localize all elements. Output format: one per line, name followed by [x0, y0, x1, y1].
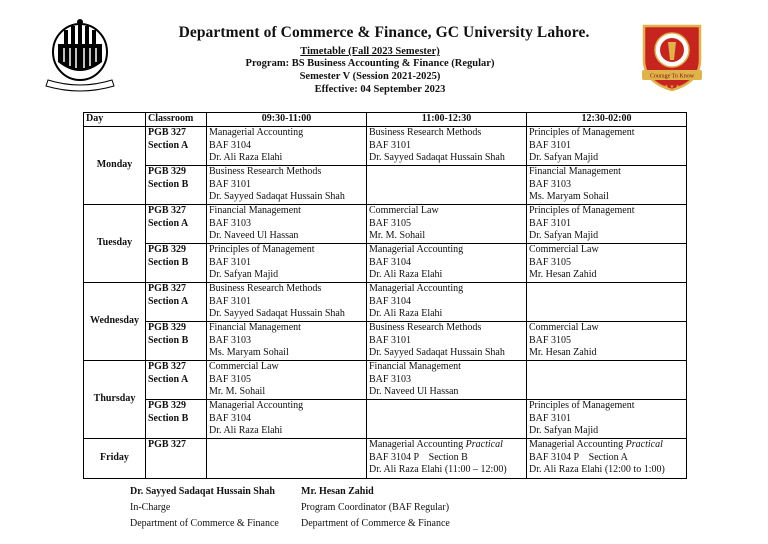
class-slot-cell: [367, 205, 527, 244]
course-code: BAF 3105: [209, 373, 251, 385]
course-code: BAF 3101: [369, 334, 411, 346]
teacher-name: Dr. Ali Raza Elahi: [369, 269, 443, 280]
course-code: BAF 3103: [209, 217, 251, 229]
course-code: BAF 3104: [209, 412, 251, 424]
svg-text:★ ★ ★: ★ ★ ★: [664, 85, 680, 90]
course-code: BAF 3103: [209, 334, 251, 346]
course-name: Commercial Law: [369, 205, 439, 216]
table-row: [84, 361, 687, 400]
class-slot-cell: [527, 244, 687, 283]
class-slot-cell: [367, 439, 527, 479]
teacher-name: Mr. Hesan Zahid: [529, 269, 597, 280]
room-number: PGB 327: [148, 205, 187, 216]
course-code: BAF 3104: [369, 295, 411, 307]
classroom-cell: [146, 205, 207, 244]
classroom-cell: [146, 127, 207, 166]
class-slot-cell: [367, 127, 527, 166]
signatory-role: In-Charge: [130, 502, 171, 513]
section-label: Section B: [148, 256, 189, 268]
course-name-line: [529, 439, 684, 452]
course-name: Financial Management: [529, 166, 621, 177]
course-name: Financial Management: [209, 205, 301, 216]
class-slot-cell: [207, 205, 367, 244]
course-name: Principles of Management: [529, 400, 635, 411]
course-code: BAF 3101: [529, 217, 571, 229]
section-label: Section A: [148, 373, 189, 385]
col-header-slot-2: 11:00-12:30: [367, 113, 527, 127]
teacher-name: Dr. Sayyed Sadaqat Hussain Shah: [369, 152, 505, 163]
table-row: [84, 166, 687, 205]
classroom-cell: [146, 244, 207, 283]
classroom-cell: [146, 361, 207, 400]
program-heading: Program: BS Business Accounting & Finance (Regular): [245, 58, 495, 69]
course-name: Commercial Law: [529, 322, 599, 333]
teacher-name: Dr. Naveed Ul Hassan: [209, 230, 299, 241]
teacher-name: Dr. Sayyed Sadaqat Hussain Shah: [369, 347, 505, 358]
section-label: Section B: [148, 334, 189, 346]
col-header-classroom: Classroom: [146, 113, 207, 127]
course-name: Managerial Accounting: [369, 439, 464, 450]
class-slot-cell: [367, 244, 527, 283]
room-number: PGB 327: [148, 361, 187, 372]
class-slot-cell: [527, 400, 687, 439]
course-code: BAF 3101: [209, 256, 251, 268]
teacher-name: Dr. Ali Raza Elahi: [369, 308, 443, 319]
col-header-day: Day: [84, 113, 146, 127]
class-slot-cell: [527, 361, 687, 400]
class-slot-cell: [207, 400, 367, 439]
course-code: BAF 3105: [529, 334, 571, 346]
course-code: BAF 3105: [369, 217, 411, 229]
classroom-cell: [146, 322, 207, 361]
class-slot-cell: [367, 400, 527, 439]
teacher-name: Dr. Sayyed Sadaqat Hussain Shah: [209, 308, 345, 319]
course-code: BAF 3105: [529, 256, 571, 268]
section-label: Section A: [148, 217, 189, 229]
course-code: BAF 3101: [209, 295, 251, 307]
course-name: Business Research Methods: [209, 283, 322, 294]
course-code: BAF 3101: [529, 412, 571, 424]
course-name: Managerial Accounting: [209, 127, 304, 138]
course-code: BAF 3101: [529, 139, 571, 151]
class-slot-cell: [527, 439, 687, 479]
classroom-cell: [146, 283, 207, 322]
class-slot-cell: [367, 166, 527, 205]
course-name: Business Research Methods: [209, 166, 322, 177]
class-slot-cell: [207, 127, 367, 166]
practical-label: Practical: [465, 439, 503, 450]
timetable: [83, 112, 687, 479]
effective-date: Effective: 04 September 2023: [314, 84, 446, 95]
classroom-cell: [146, 166, 207, 205]
section-label: Section A: [148, 295, 189, 307]
signatory-dept: Department of Commerce & Finance: [301, 518, 450, 529]
course-name: Business Research Methods: [369, 322, 482, 333]
class-slot-cell: [207, 361, 367, 400]
class-slot-cell: [367, 283, 527, 322]
teacher-name: Dr. Safyan Majid: [529, 425, 599, 436]
class-slot-cell: [207, 322, 367, 361]
course-code: BAF 3104 P Section A: [529, 451, 628, 463]
course-code: BAF 3101: [369, 139, 411, 151]
semester-heading: Semester V (Session 2021-2025): [299, 71, 441, 82]
class-slot-cell: [367, 361, 527, 400]
course-code: BAF 3103: [369, 373, 411, 385]
course-name: Managerial Accounting: [529, 439, 624, 450]
course-name: Principles of Management: [209, 244, 315, 255]
course-code: BAF 3103: [529, 178, 571, 190]
header-row: [84, 113, 687, 127]
class-slot-cell: [527, 166, 687, 205]
table-row: [84, 400, 687, 439]
class-slot-cell: [527, 322, 687, 361]
col-header-slot-1: 09:30-11:00: [207, 113, 367, 127]
day-cell: Thursday: [84, 361, 146, 439]
day-cell: Friday: [84, 439, 146, 479]
class-slot-cell: [527, 283, 687, 322]
table-row: [84, 127, 687, 166]
class-slot-cell: [367, 322, 527, 361]
course-code: BAF 3101: [209, 178, 251, 190]
course-name: Commercial Law: [209, 361, 279, 372]
room-number: PGB 327: [148, 127, 187, 138]
teacher-name: Dr. Safyan Majid: [209, 269, 279, 280]
room-number: PGB 329: [148, 166, 187, 177]
teacher-name: Dr. Sayyed Sadaqat Hussain Shah: [209, 191, 345, 202]
teacher-name: Ms. Maryam Sohail: [529, 191, 609, 202]
course-name: Managerial Accounting: [369, 283, 464, 294]
signatory-name: Dr. Sayyed Sadaqat Hussain Shah: [130, 486, 275, 497]
teacher-name: Dr. Safyan Majid: [529, 152, 599, 163]
room-number: PGB 329: [148, 322, 187, 333]
table-row: [84, 322, 687, 361]
col-header-slot-3: 12:30-02:00: [527, 113, 687, 127]
practical-label: Practical: [625, 439, 663, 450]
room-number: PGB 327: [146, 439, 207, 479]
course-name: Financial Management: [369, 361, 461, 372]
course-name: Principles of Management: [529, 127, 635, 138]
table-row: [84, 205, 687, 244]
teacher-name: Mr. M. Sohail: [369, 230, 426, 241]
day-cell: Tuesday: [84, 205, 146, 283]
room-number: PGB 329: [148, 400, 187, 411]
timetable-body: [84, 127, 687, 479]
signature-incharge: [130, 484, 279, 532]
course-code: BAF 3104: [209, 139, 251, 151]
course-name-line: [369, 439, 524, 452]
table-row: [84, 439, 687, 479]
teacher-name: Dr. Ali Raza Elahi (12:00 to 1:00): [529, 464, 665, 475]
table-row: [84, 283, 687, 322]
page-title: Department of Commerce & Finance, GC University Lahore.: [178, 24, 590, 41]
teacher-name: Mr. M. Sohail: [209, 386, 266, 397]
room-number: PGB 329: [148, 244, 187, 255]
signatory-name: Mr. Hesan Zahid: [301, 486, 374, 497]
course-code: BAF 3104 P Section B: [369, 451, 468, 463]
teacher-name: Dr. Ali Raza Elahi (11:00 – 12:00): [369, 464, 507, 475]
course-name: Business Research Methods: [369, 127, 482, 138]
course-name: Principles of Management: [529, 205, 635, 216]
course-code: BAF 3104: [369, 256, 411, 268]
class-slot-cell: [207, 166, 367, 205]
signatory-dept: Department of Commerce & Finance: [130, 518, 279, 529]
section-label: Section B: [148, 412, 189, 424]
section-label: Section B: [148, 178, 189, 190]
timetable-heading: Timetable (Fall 2023 Semester): [300, 46, 440, 57]
class-slot-cell: [207, 244, 367, 283]
day-cell: Monday: [84, 127, 146, 205]
teacher-name: Mr. Hesan Zahid: [529, 347, 597, 358]
signature-coordinator: [301, 484, 450, 532]
teacher-name: Dr. Ali Raza Elahi: [209, 152, 283, 163]
class-slot-cell: [527, 205, 687, 244]
signatory-role: Program Coordinator (BAF Regular): [301, 502, 450, 513]
teacher-name: Dr. Naveed Ul Hassan: [369, 386, 459, 397]
course-name: Commercial Law: [529, 244, 599, 255]
teacher-name: Ms. Maryam Sohail: [209, 347, 289, 358]
teacher-name: Dr. Ali Raza Elahi: [209, 425, 283, 436]
class-slot-cell: [207, 283, 367, 322]
course-name: Financial Management: [209, 322, 301, 333]
teacher-name: Dr. Safyan Majid: [529, 230, 599, 241]
room-number: PGB 327: [148, 283, 187, 294]
table-row: [84, 244, 687, 283]
logo-motto: Courage To Know: [649, 73, 695, 80]
course-name: Managerial Accounting: [209, 400, 304, 411]
classroom-cell: [146, 400, 207, 439]
course-name: Managerial Accounting: [369, 244, 464, 255]
class-slot-cell: [207, 439, 367, 479]
section-label: Section A: [148, 139, 189, 151]
day-cell: Wednesday: [84, 283, 146, 361]
class-slot-cell: [527, 127, 687, 166]
